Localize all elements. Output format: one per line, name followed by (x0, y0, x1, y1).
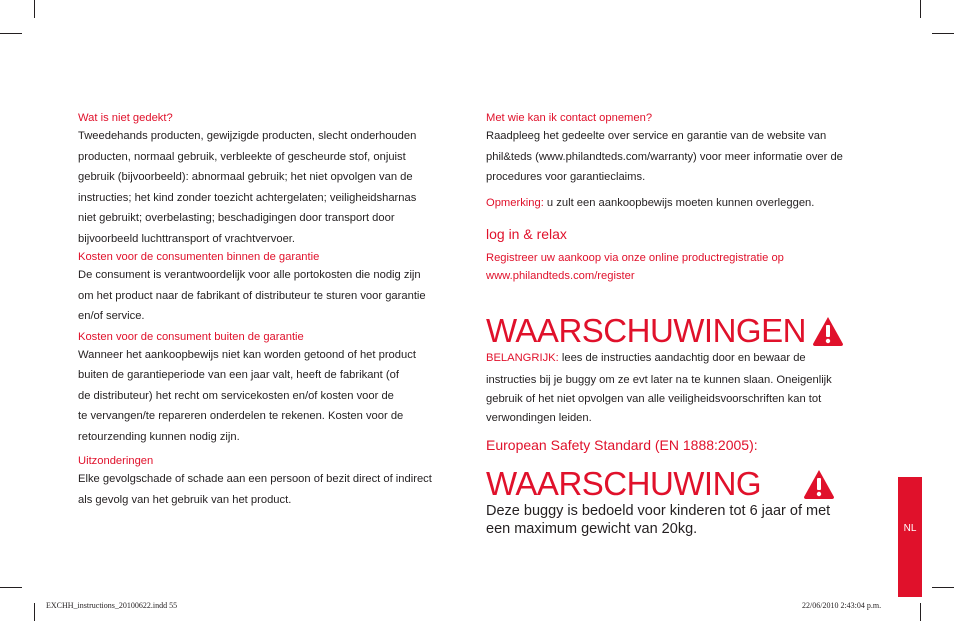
warning-title-text: WAARSCHUWING (486, 465, 762, 502)
important-label: BELANGRIJK: (486, 352, 559, 364)
body-line: phil&teds (www.philandteds.com/warranty) voor meer informatie over de (486, 150, 843, 163)
body-line: Raadpleeg het gedeelte over service en garantie van de website van (486, 130, 827, 142)
body-line: De consument is verantwoordelijk voor alle portokosten die nodig zijn (78, 269, 421, 281)
note (486, 193, 886, 214)
note-text: u zult een aankoopbewijs moeten kunnen overleggen. (543, 196, 815, 209)
register-link[interactable]: www.philandteds.com/register (486, 270, 635, 282)
section-heading: Uitzonderingen (78, 455, 154, 467)
warnings-title-text: WAARSCHUWINGEN (486, 312, 806, 349)
left-column (78, 110, 468, 510)
body-line: niet gebruikt; overbelasting; beschadigingen door transport door (78, 212, 395, 224)
register-line: Registreer uw aankoop via onze online productregistratie op (486, 252, 784, 264)
contact-heading: Met wie kan ik contact opnemen? (486, 112, 653, 124)
right-column (486, 110, 886, 538)
crop-mark (0, 33, 22, 34)
section-heading: Kosten voor de consumenten binnen de garantie (78, 251, 320, 263)
warning-line: een maximum gewicht van 20kg. (486, 521, 698, 537)
body-line: te vervangen/te repareren onderdelen te rekenen. Kosten voor de (78, 410, 404, 422)
section-heading: Wat is niet gedekt? (78, 112, 173, 124)
section-heading: Kosten voor de consument buiten de garantie (78, 330, 304, 343)
body-line: als gevolg van het gebruik van het product. (78, 493, 292, 506)
crop-mark (0, 587, 22, 588)
important-text: lees de instructies aandachtig door en bewaar de (558, 352, 806, 364)
body-line: instructies bij je buggy om ze evt later na te kunnen slaan. Oneigenlijk (486, 374, 832, 386)
body-line: de distributeur) het recht om servicekosten en/of kosten voor de (78, 389, 394, 402)
body-line: om het product naar de fabrikant of distributeur te sturen voor garantie (78, 289, 426, 302)
body-line: verwondingen leiden. (486, 412, 592, 424)
body-line: bijvoorbeeld luchttransport of vrachtvervoer. (78, 232, 296, 245)
body-line: instructies; het kind zonder toezicht achtergelaten; veiligheidsharnas (78, 191, 417, 204)
warnings-title (486, 313, 886, 349)
print-timestamp: 22/06/2010 2:43:04 p.m. (802, 601, 882, 610)
crop-mark (920, 0, 921, 18)
body-line: producten, normaal gebruik, verbleekte of gescheurde stof, onjuist (78, 150, 406, 163)
crop-mark (34, 603, 35, 621)
body-line: Elke gevolgschade of schade aan een persoon of bezit direct of indirect (78, 473, 432, 485)
important (486, 349, 886, 368)
warning-title (486, 466, 886, 502)
crop-mark (34, 0, 35, 18)
body-line: procedures voor garantieclaims. (486, 171, 646, 183)
standard-title: European Safety Standard (EN 1888:2005): (486, 437, 758, 453)
warning-triangle-icon (812, 315, 844, 347)
language-tab (898, 477, 922, 597)
language-tab-label: NL (903, 523, 917, 534)
body-line: Wanneer het aankoopbewijs niet kan worden getoond of het product (78, 348, 416, 361)
body-line: buiten de garantieperiode van een jaar valt, heeft de fabrikant (of (78, 369, 399, 381)
crop-mark (932, 587, 954, 588)
warning-triangle-icon (803, 468, 835, 500)
body-line: en/of service. (78, 310, 145, 322)
crop-mark (920, 603, 921, 621)
login-title: log in & relax (486, 226, 567, 242)
body-line: Tweedehands producten, gewijzigde producten, slecht onderhouden (78, 130, 417, 142)
body-line: gebruik of het niet opvolgen van alle veiligheidsvoorschriften kan tot (486, 393, 822, 405)
body-line: gebruik (bijvoorbeeld): abnormaal gebruik; het niet opvolgen van de (78, 171, 413, 183)
note-label: Opmerking: (486, 196, 544, 209)
print-slug: EXCHH_instructions_20100622.indd 55 (46, 601, 178, 610)
body-line: retourzending kunnen nodig zijn. (78, 430, 240, 443)
warning-line: Deze buggy is bedoeld voor kinderen tot 6 jaar of met (486, 503, 831, 519)
crop-mark (932, 33, 954, 34)
